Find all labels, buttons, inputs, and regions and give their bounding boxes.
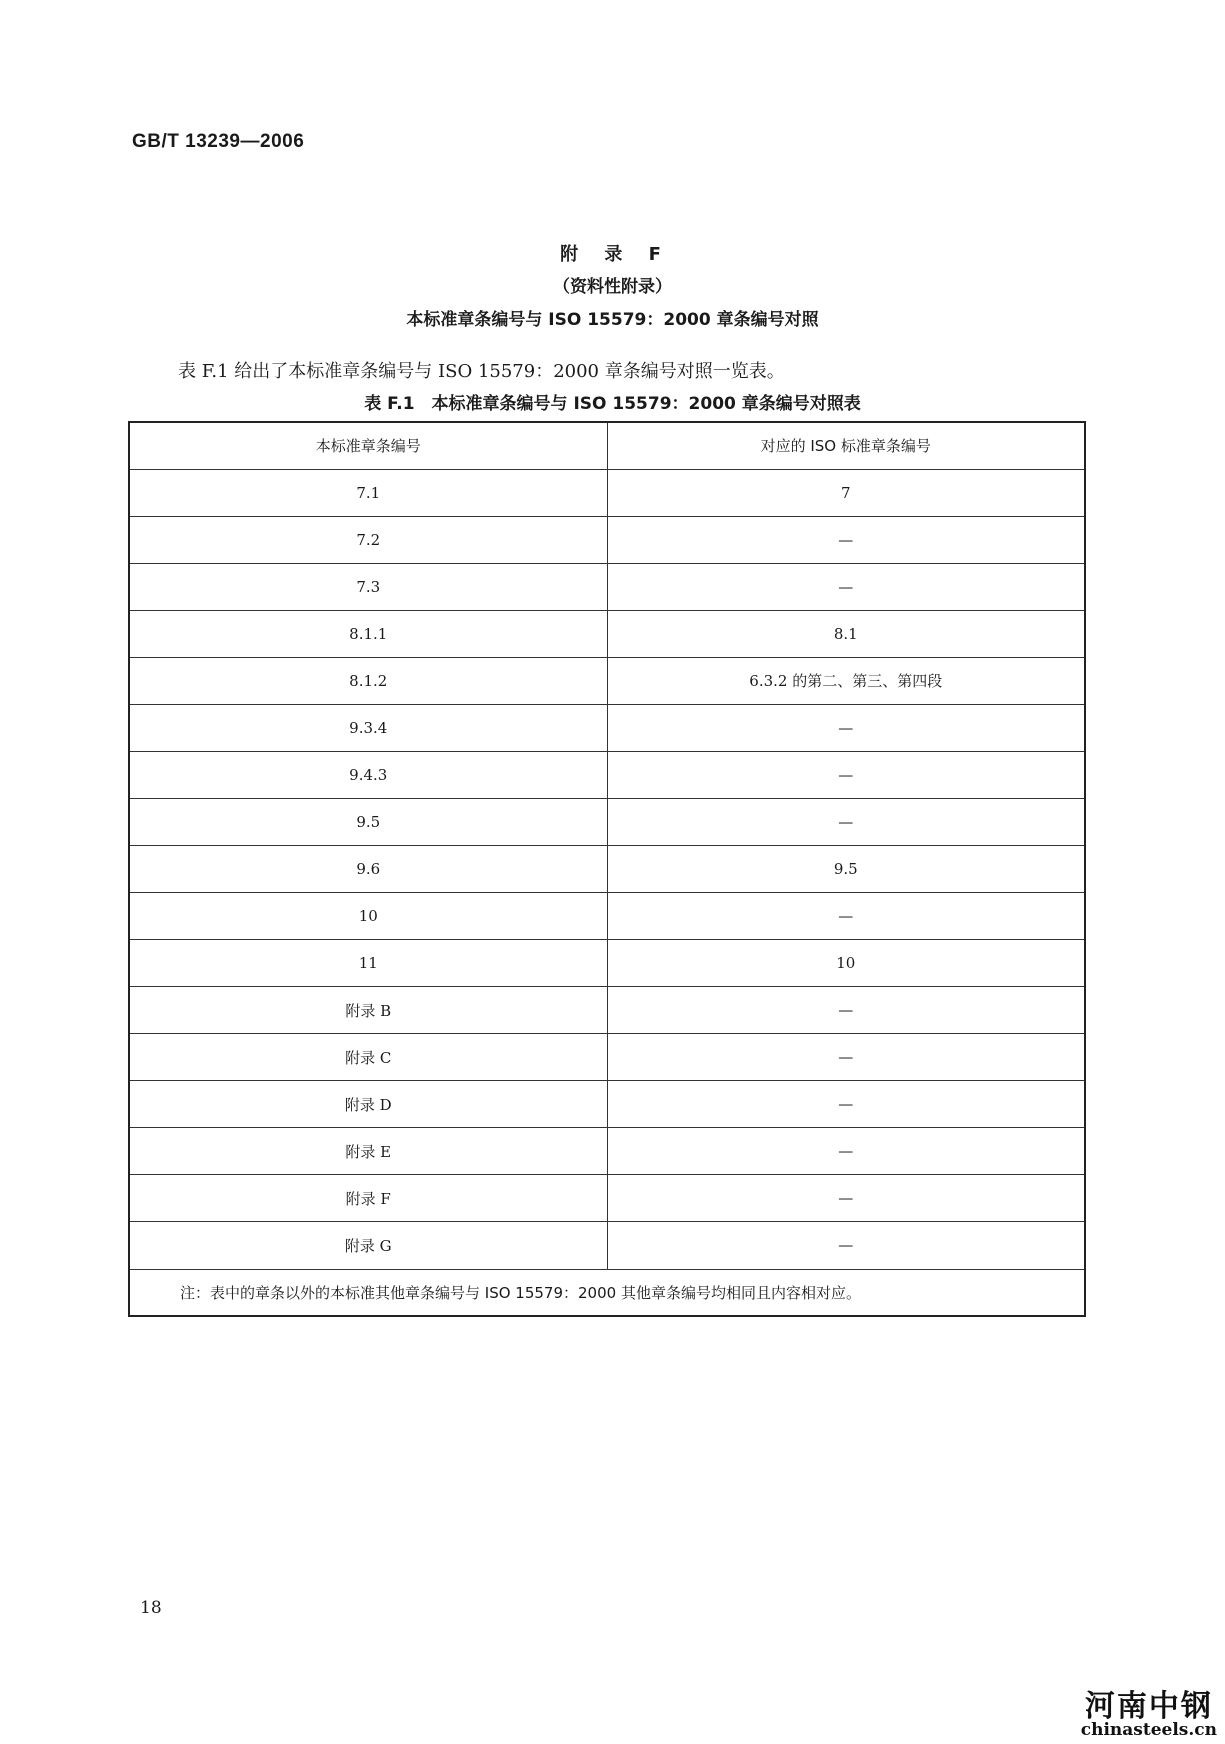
cell-this-standard-clause: 10: [129, 892, 607, 939]
cell-iso-clause: 9.5: [607, 845, 1085, 892]
table-note-row: [129, 1269, 1085, 1316]
cell-iso-clause: —: [607, 516, 1085, 563]
table-body: [129, 469, 1085, 1269]
cell-this-standard-clause: 附录 G: [129, 1222, 607, 1269]
cell-this-standard-clause: 9.5: [129, 798, 607, 845]
table-header-row: [129, 422, 1085, 469]
table-row: [129, 610, 1085, 657]
table-caption: 表 F.1 本标准章条编号与 ISO 15579：2000 章条编号对照表: [364, 394, 861, 414]
correspondence-table: [128, 421, 1086, 1317]
cell-iso-clause: —: [607, 987, 1085, 1034]
cell-this-standard-clause: 7.2: [129, 516, 607, 563]
cell-this-standard-clause: 8.1.2: [129, 657, 607, 704]
intro-paragraph: 表 F.1 给出了本标准章条编号与 ISO 15579：2000 章条编号对照一览表。: [178, 361, 785, 382]
table-row: [129, 751, 1085, 798]
table-row: [129, 798, 1085, 845]
table-note: 注：表中的章条以外的本标准其他章条编号与 ISO 15579：2000 其他章条编号均相同且内容相对应。: [129, 1269, 1085, 1316]
table-row: [129, 1128, 1085, 1175]
cell-iso-clause: —: [607, 1128, 1085, 1175]
cell-iso-clause: —: [607, 751, 1085, 798]
table-row: [129, 1034, 1085, 1081]
cell-this-standard-clause: 9.6: [129, 845, 607, 892]
watermark-url: chinasteels.cn: [1080, 1720, 1217, 1741]
table-row: [129, 892, 1085, 939]
cell-iso-clause: —: [607, 892, 1085, 939]
column-header-this-standard: 本标准章条编号: [129, 422, 607, 469]
cell-this-standard-clause: 附录 E: [129, 1128, 607, 1175]
cell-this-standard-clause: 7.1: [129, 469, 607, 516]
cell-this-standard-clause: 附录 D: [129, 1081, 607, 1128]
cell-iso-clause: —: [607, 1222, 1085, 1269]
watermark-name: 河南中钢: [1084, 1688, 1213, 1724]
cell-iso-clause: —: [607, 798, 1085, 845]
table-row: [129, 845, 1085, 892]
table-row: [129, 939, 1085, 986]
cell-iso-clause: 10: [607, 939, 1085, 986]
table-row: [129, 1081, 1085, 1128]
cell-iso-clause: —: [607, 1034, 1085, 1081]
appendix-type: （资料性附录）: [553, 277, 672, 297]
cell-iso-clause: 8.1: [607, 610, 1085, 657]
cell-iso-clause: —: [607, 704, 1085, 751]
appendix-title: 本标准章条编号与 ISO 15579：2000 章条编号对照: [406, 310, 819, 330]
table-row: [129, 469, 1085, 516]
cell-iso-clause: —: [607, 1081, 1085, 1128]
table-row: [129, 987, 1085, 1034]
cell-this-standard-clause: 11: [129, 939, 607, 986]
table-row: [129, 1222, 1085, 1269]
cell-this-standard-clause: 附录 C: [129, 1034, 607, 1081]
cell-iso-clause: —: [607, 1175, 1085, 1222]
cell-this-standard-clause: 8.1.1: [129, 610, 607, 657]
cell-this-standard-clause: 9.4.3: [129, 751, 607, 798]
table-row: [129, 1175, 1085, 1222]
site-watermark: [1080, 1688, 1217, 1741]
column-header-iso-standard: 对应的 ISO 标准章条编号: [607, 422, 1085, 469]
cell-this-standard-clause: 附录 F: [129, 1175, 607, 1222]
appendix-label: 附 录 F: [560, 244, 665, 265]
table-row: [129, 563, 1085, 610]
page-number: 18: [140, 1598, 162, 1618]
cell-iso-clause: 7: [607, 469, 1085, 516]
standard-code: GB/T 13239—2006: [132, 131, 305, 152]
table-row: [129, 516, 1085, 563]
cell-this-standard-clause: 9.3.4: [129, 704, 607, 751]
cell-iso-clause: 6.3.2 的第二、第三、第四段: [607, 657, 1085, 704]
cell-this-standard-clause: 附录 B: [129, 987, 607, 1034]
table-row: [129, 704, 1085, 751]
table-row: [129, 657, 1085, 704]
cell-this-standard-clause: 7.3: [129, 563, 607, 610]
cell-iso-clause: —: [607, 563, 1085, 610]
